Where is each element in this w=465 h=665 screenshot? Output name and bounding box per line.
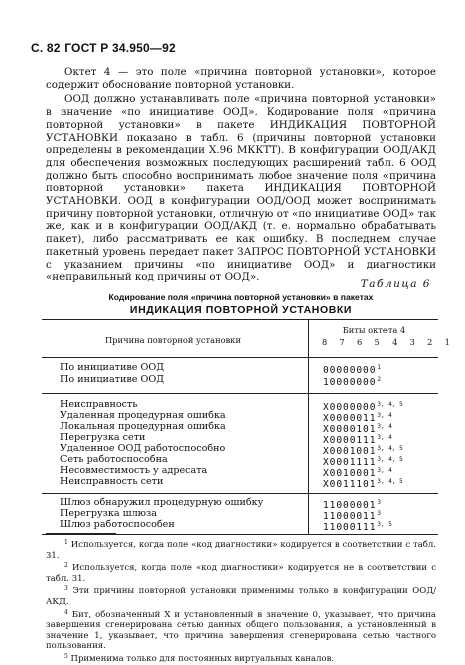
reset-cause: Неисправность — [60, 399, 138, 410]
table-row — [42, 508, 438, 522]
column-header-bits — [314, 325, 455, 347]
footnote — [46, 608, 436, 652]
footnote-ref: 3, 5 — [377, 521, 392, 528]
code-value: X0000111 — [323, 435, 377, 446]
footnote-text: Используется, когда поле «код диагностики» кодируется в соответствии с табл. 31. — [46, 540, 436, 561]
table-number: Таблица 6 — [360, 278, 431, 290]
table-group-rule — [42, 393, 438, 394]
reset-cause: Шлюз обнаружил процедурную ошибку — [60, 497, 264, 508]
footnote-mark: 4 — [64, 608, 68, 616]
reset-cause: Перегрузка сети — [60, 432, 146, 443]
bit-code — [323, 476, 403, 490]
footnote-ref: 3 — [377, 499, 382, 506]
footnote-text: Применима только для постоянных виртуальных каналов. — [70, 653, 335, 664]
bit-numbers: 8 7 6 5 4 3 2 1 — [322, 337, 455, 347]
footnote-mark: 3 — [64, 585, 68, 593]
code-value: X0011101 — [323, 479, 377, 490]
footnote-ref: 3 — [377, 510, 382, 517]
footnote-mark: 5 — [64, 652, 68, 660]
footnote-mark: 1 — [64, 539, 68, 546]
code-value: 11000011 — [323, 511, 377, 522]
footnote — [46, 652, 436, 665]
table-row — [42, 410, 438, 424]
reset-cause: Перегрузка шлюза — [60, 508, 157, 519]
footnote-ref: 2 — [377, 376, 382, 383]
table-row — [42, 497, 438, 511]
reset-cause: Сеть работоспособна — [60, 454, 168, 465]
code-value: X0000000 — [323, 402, 377, 413]
column-header-reason: Причина повторной установки — [105, 335, 241, 345]
reset-cause: По инициативе ООД — [60, 374, 165, 385]
footnote-ref: 3, 4, 5 — [377, 478, 403, 485]
bits-label: Биты октета 4 — [342, 325, 406, 335]
code-value: X0000101 — [323, 424, 377, 435]
footnote-text: Эти причины повторной установки применимы только в конфигурации ООД/АКД. — [46, 586, 437, 607]
code-value: X0010001 — [323, 468, 377, 479]
footnote — [46, 538, 436, 561]
reset-cause: Шлюз работоспособен — [60, 519, 175, 530]
code-value: 11000111 — [323, 522, 377, 533]
footnote-text: Бит, обозначенный X и установленный в значение 0, указывает, что причина завершения сгенерирована сетью данных общего пользования, а установленный в значение 1, указывает, что причина завершения сгенерирована сетью частного пользования. — [46, 609, 436, 652]
table-bottom-rule — [42, 534, 438, 535]
table-group-rule — [42, 493, 438, 494]
code-value: X0000011 — [323, 413, 377, 424]
bit-code — [323, 374, 381, 388]
reset-cause: Несовместимость у адресата — [60, 465, 208, 476]
footnote — [46, 584, 436, 607]
footnotes — [46, 538, 436, 665]
table-header-rule — [42, 357, 438, 358]
table-caption: Кодирование поля «причина повторной установки» в пакетах — [108, 292, 374, 302]
bit-code — [323, 519, 392, 533]
reset-cause-table — [42, 319, 455, 534]
page-header: С. 82 ГОСТ Р 34.950—92 — [31, 41, 176, 55]
code-value: 11000001 — [323, 500, 377, 511]
footnote-mark: 2 — [64, 562, 68, 570]
footnote-ref: 3, 4 — [377, 434, 392, 441]
footnote-ref: 3, 4, 5 — [377, 401, 403, 408]
table-row — [42, 519, 438, 533]
footnote-ref: 3, 4 — [377, 412, 392, 419]
table-row — [42, 362, 438, 376]
code-value: 00000000 — [323, 365, 377, 376]
footnote-ref: 3, 4 — [377, 467, 392, 474]
table-row — [42, 421, 438, 435]
paragraph-dte-reset: ООД должно устанавливать поле «причина повторной установки» в значение «по инициативе ООД». Кодирование поля «причина повторной установки» в пакете ИНДИКАЦИЯ ПОВТОРНОЙ УСТАНОВКИ показано в табл. 6 (причины повторной установки определены в рекомендации Х.96 МККТТ). В конфигурации ООД/АКД для обеспечения возможных последующих расширений табл. 6 ООД должно быть способно воспринимать любое значение поля «причина повторной установки» пакета ИНДИКАЦИЯ ПОВТОРНОЙ УСТАНОВКИ. ООД в конфигурации ООД/ООД может воспринимать причину повторной установки, отличную от «по инициативе ООД» так же, как и в конфигурации ООД/АКД (т. е. нормально обрабатывать пакет), либо рассматривать ее как ошибку. В последнем случае пакетный уровень передает пакет ЗАПРОС ПОВТОРНОЙ УСТАНОВКИ с указанием причины «по инициативе ООД» и диагностики «неправильный код причины от ООД». — [46, 93, 436, 284]
footnote-text: Используется, когда поле «код диагностики» кодируется не в соответствии с табл. 31. — [46, 563, 436, 584]
footnote-ref: 3, 4 — [377, 423, 392, 430]
paragraph-octet4: Октет 4 — это поле «причина повторной установки», которое содержит обоснование повторной установки. — [46, 66, 436, 91]
table-row — [42, 432, 438, 446]
table-row — [42, 454, 438, 468]
table-row — [42, 399, 438, 413]
reset-cause: Неисправность сети — [60, 476, 164, 487]
table-row — [42, 465, 438, 479]
table-top-rule — [42, 319, 438, 320]
code-value: X0001001 — [323, 446, 377, 457]
footnote-ref: 3, 4, 5 — [377, 456, 403, 463]
table-row — [42, 443, 438, 457]
reset-cause: Удаленная процедурная ошибка — [60, 410, 226, 421]
footnote-ref: 1 — [377, 364, 382, 371]
footnote — [46, 561, 436, 584]
table-caption-packet: ИНДИКАЦИЯ ПОВТОРНОЙ УСТАНОВКИ — [129, 304, 353, 316]
footnote-ref: 3, 4, 5 — [377, 445, 403, 452]
table-row — [42, 476, 438, 490]
reset-cause: Удаленное ООД работоспособно — [60, 443, 226, 454]
footnote-rule — [46, 533, 116, 534]
table-row — [42, 374, 438, 388]
reset-cause: По инициативе ООД — [60, 362, 165, 373]
reset-cause: Локальная процедурная ошибка — [60, 421, 226, 432]
code-value: 10000000 — [323, 377, 377, 388]
body-text — [46, 66, 436, 284]
code-value: X0001111 — [323, 457, 377, 468]
